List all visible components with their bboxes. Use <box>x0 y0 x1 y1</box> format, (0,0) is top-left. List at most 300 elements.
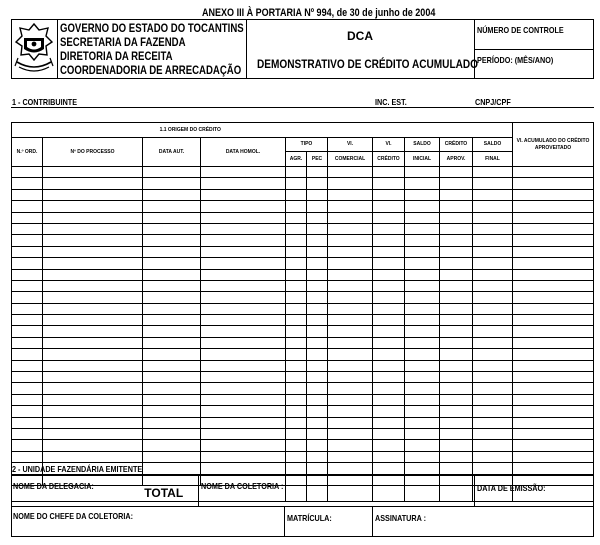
table-cell[interactable] <box>43 440 143 451</box>
table-cell[interactable] <box>373 212 405 223</box>
table-cell[interactable] <box>473 258 513 269</box>
table-cell[interactable] <box>12 212 43 223</box>
table-cell[interactable] <box>473 223 513 234</box>
table-cell[interactable] <box>143 326 201 337</box>
table-cell[interactable] <box>513 406 594 417</box>
table-cell[interactable] <box>286 383 307 394</box>
table-cell[interactable] <box>405 223 440 234</box>
table-cell[interactable] <box>43 292 143 303</box>
table-cell[interactable] <box>43 428 143 439</box>
table-cell[interactable] <box>43 315 143 326</box>
table-cell[interactable] <box>12 178 43 189</box>
table-cell[interactable] <box>513 349 594 360</box>
table-cell[interactable] <box>373 178 405 189</box>
table-cell[interactable] <box>440 372 473 383</box>
table-cell[interactable] <box>286 212 307 223</box>
table-cell[interactable] <box>201 406 286 417</box>
table-cell[interactable] <box>513 315 594 326</box>
table-cell[interactable] <box>286 167 307 178</box>
table-cell[interactable] <box>12 167 43 178</box>
table-cell[interactable] <box>201 463 286 474</box>
table-cell[interactable] <box>201 303 286 314</box>
table-cell[interactable] <box>201 394 286 405</box>
table-cell[interactable] <box>328 167 373 178</box>
table-cell[interactable] <box>405 406 440 417</box>
table-cell[interactable] <box>286 201 307 212</box>
table-cell[interactable] <box>513 223 594 234</box>
table-cell[interactable] <box>405 383 440 394</box>
table-cell[interactable] <box>201 235 286 246</box>
table-cell[interactable] <box>373 258 405 269</box>
table-cell[interactable] <box>12 189 43 200</box>
table-cell[interactable] <box>201 337 286 348</box>
table-cell[interactable] <box>307 315 328 326</box>
table-cell[interactable] <box>143 372 201 383</box>
table-cell[interactable] <box>286 394 307 405</box>
table-cell[interactable] <box>286 372 307 383</box>
table-cell[interactable] <box>405 212 440 223</box>
table-cell[interactable] <box>328 235 373 246</box>
table-cell[interactable] <box>440 292 473 303</box>
table-cell[interactable] <box>286 189 307 200</box>
table-cell[interactable] <box>405 349 440 360</box>
table-cell[interactable] <box>513 337 594 348</box>
data-emissao-field[interactable]: DATA DE EMISSÃO: <box>477 483 546 493</box>
table-cell[interactable] <box>373 337 405 348</box>
table-cell[interactable] <box>43 223 143 234</box>
table-cell[interactable] <box>440 428 473 439</box>
table-cell[interactable] <box>440 246 473 257</box>
table-cell[interactable] <box>473 303 513 314</box>
table-cell[interactable] <box>513 212 594 223</box>
table-cell[interactable] <box>143 383 201 394</box>
table-cell[interactable] <box>328 417 373 428</box>
table-cell[interactable] <box>12 451 43 462</box>
table-cell[interactable] <box>473 349 513 360</box>
table-cell[interactable] <box>373 303 405 314</box>
table-cell[interactable] <box>405 315 440 326</box>
table-cell[interactable] <box>201 417 286 428</box>
table-cell[interactable] <box>373 189 405 200</box>
table-cell[interactable] <box>143 337 201 348</box>
table-cell[interactable] <box>201 451 286 462</box>
table-cell[interactable] <box>440 280 473 291</box>
table-cell[interactable] <box>513 440 594 451</box>
table-cell[interactable] <box>12 337 43 348</box>
table-cell[interactable] <box>405 463 440 474</box>
table-cell[interactable] <box>405 303 440 314</box>
table-cell[interactable] <box>307 258 328 269</box>
table-cell[interactable] <box>143 212 201 223</box>
table-cell[interactable] <box>143 258 201 269</box>
table-cell[interactable] <box>286 235 307 246</box>
table-cell[interactable] <box>286 406 307 417</box>
table-cell[interactable] <box>328 349 373 360</box>
table-cell[interactable] <box>440 326 473 337</box>
table-cell[interactable] <box>307 201 328 212</box>
table-cell[interactable] <box>12 201 43 212</box>
table-cell[interactable] <box>143 223 201 234</box>
table-cell[interactable] <box>373 440 405 451</box>
table-cell[interactable] <box>328 360 373 371</box>
table-cell[interactable] <box>373 394 405 405</box>
table-cell[interactable] <box>201 383 286 394</box>
table-cell[interactable] <box>513 280 594 291</box>
table-cell[interactable] <box>473 360 513 371</box>
table-cell[interactable] <box>328 451 373 462</box>
table-cell[interactable] <box>440 349 473 360</box>
table-cell[interactable] <box>307 428 328 439</box>
table-cell[interactable] <box>473 417 513 428</box>
table-cell[interactable] <box>328 315 373 326</box>
table-cell[interactable] <box>12 303 43 314</box>
table-cell[interactable] <box>328 406 373 417</box>
table-cell[interactable] <box>405 189 440 200</box>
table-cell[interactable] <box>286 223 307 234</box>
table-cell[interactable] <box>201 212 286 223</box>
table-cell[interactable] <box>473 167 513 178</box>
table-cell[interactable] <box>143 201 201 212</box>
table-cell[interactable] <box>440 406 473 417</box>
table-cell[interactable] <box>513 303 594 314</box>
table-cell[interactable] <box>373 235 405 246</box>
table-cell[interactable] <box>43 349 143 360</box>
table-cell[interactable] <box>201 315 286 326</box>
assinatura-field[interactable]: ASSINATURA : <box>375 513 426 523</box>
table-cell[interactable] <box>307 292 328 303</box>
table-cell[interactable] <box>405 326 440 337</box>
table-cell[interactable] <box>373 292 405 303</box>
delegacia-field[interactable]: NOME DA DELEGACIA: <box>13 481 94 491</box>
table-cell[interactable] <box>373 428 405 439</box>
table-cell[interactable] <box>12 440 43 451</box>
table-cell[interactable] <box>143 269 201 280</box>
table-cell[interactable] <box>513 178 594 189</box>
table-cell[interactable] <box>12 235 43 246</box>
table-cell[interactable] <box>513 372 594 383</box>
table-cell[interactable] <box>373 315 405 326</box>
table-cell[interactable] <box>373 463 405 474</box>
table-cell[interactable] <box>440 212 473 223</box>
table-cell[interactable] <box>286 246 307 257</box>
table-cell[interactable] <box>440 383 473 394</box>
table-cell[interactable] <box>12 360 43 371</box>
table-cell[interactable] <box>473 246 513 257</box>
table-cell[interactable] <box>328 178 373 189</box>
table-cell[interactable] <box>473 292 513 303</box>
table-cell[interactable] <box>405 372 440 383</box>
table-cell[interactable] <box>43 383 143 394</box>
table-cell[interactable] <box>328 372 373 383</box>
table-cell[interactable] <box>43 372 143 383</box>
table-cell[interactable] <box>307 269 328 280</box>
table-cell[interactable] <box>473 212 513 223</box>
table-cell[interactable] <box>473 269 513 280</box>
table-cell[interactable] <box>143 178 201 189</box>
table-cell[interactable] <box>328 292 373 303</box>
table-cell[interactable] <box>143 303 201 314</box>
table-cell[interactable] <box>201 428 286 439</box>
table-cell[interactable] <box>307 349 328 360</box>
table-cell[interactable] <box>286 178 307 189</box>
table-cell[interactable] <box>43 451 143 462</box>
table-cell[interactable] <box>373 201 405 212</box>
table-cell[interactable] <box>440 235 473 246</box>
table-cell[interactable] <box>405 451 440 462</box>
table-cell[interactable] <box>440 394 473 405</box>
table-cell[interactable] <box>513 269 594 280</box>
table-cell[interactable] <box>440 360 473 371</box>
table-cell[interactable] <box>12 428 43 439</box>
table-cell[interactable] <box>286 269 307 280</box>
table-cell[interactable] <box>201 246 286 257</box>
table-cell[interactable] <box>286 349 307 360</box>
table-cell[interactable] <box>328 212 373 223</box>
table-cell[interactable] <box>513 189 594 200</box>
table-cell[interactable] <box>286 451 307 462</box>
table-cell[interactable] <box>143 360 201 371</box>
table-cell[interactable] <box>473 326 513 337</box>
table-cell[interactable] <box>440 167 473 178</box>
table-cell[interactable] <box>440 189 473 200</box>
table-cell[interactable] <box>440 417 473 428</box>
table-cell[interactable] <box>513 201 594 212</box>
table-cell[interactable] <box>440 303 473 314</box>
table-cell[interactable] <box>440 463 473 474</box>
table-cell[interactable] <box>307 280 328 291</box>
table-cell[interactable] <box>143 349 201 360</box>
table-cell[interactable] <box>12 223 43 234</box>
table-cell[interactable] <box>307 337 328 348</box>
table-cell[interactable] <box>405 292 440 303</box>
table-cell[interactable] <box>473 178 513 189</box>
table-cell[interactable] <box>43 201 143 212</box>
table-cell[interactable] <box>328 269 373 280</box>
table-cell[interactable] <box>201 440 286 451</box>
table-cell[interactable] <box>307 463 328 474</box>
coletoria-field[interactable]: NOME DA COLETORIA : <box>201 481 284 491</box>
table-cell[interactable] <box>513 383 594 394</box>
table-cell[interactable] <box>405 394 440 405</box>
table-cell[interactable] <box>440 451 473 462</box>
table-cell[interactable] <box>43 406 143 417</box>
table-cell[interactable] <box>12 280 43 291</box>
table-cell[interactable] <box>43 337 143 348</box>
table-cell[interactable] <box>307 383 328 394</box>
table-cell[interactable] <box>286 440 307 451</box>
table-cell[interactable] <box>201 292 286 303</box>
table-cell[interactable] <box>143 451 201 462</box>
table-cell[interactable] <box>12 315 43 326</box>
table-cell[interactable] <box>513 428 594 439</box>
table-cell[interactable] <box>473 406 513 417</box>
table-cell[interactable] <box>307 417 328 428</box>
table-cell[interactable] <box>12 372 43 383</box>
table-cell[interactable] <box>440 315 473 326</box>
table-cell[interactable] <box>328 394 373 405</box>
table-cell[interactable] <box>373 360 405 371</box>
table-cell[interactable] <box>473 372 513 383</box>
table-cell[interactable] <box>328 223 373 234</box>
table-cell[interactable] <box>307 440 328 451</box>
table-cell[interactable] <box>405 428 440 439</box>
table-cell[interactable] <box>373 269 405 280</box>
table-cell[interactable] <box>405 178 440 189</box>
table-cell[interactable] <box>12 417 43 428</box>
table-cell[interactable] <box>440 178 473 189</box>
table-cell[interactable] <box>328 440 373 451</box>
table-cell[interactable] <box>328 326 373 337</box>
table-cell[interactable] <box>328 280 373 291</box>
table-cell[interactable] <box>286 315 307 326</box>
table-cell[interactable] <box>143 463 201 474</box>
table-cell[interactable] <box>201 258 286 269</box>
table-cell[interactable] <box>440 258 473 269</box>
table-cell[interactable] <box>473 383 513 394</box>
table-cell[interactable] <box>373 326 405 337</box>
table-cell[interactable] <box>513 394 594 405</box>
table-cell[interactable] <box>373 223 405 234</box>
table-cell[interactable] <box>328 303 373 314</box>
table-cell[interactable] <box>43 394 143 405</box>
table-cell[interactable] <box>440 201 473 212</box>
table-cell[interactable] <box>513 417 594 428</box>
table-cell[interactable] <box>473 280 513 291</box>
table-cell[interactable] <box>405 235 440 246</box>
table-cell[interactable] <box>405 360 440 371</box>
table-cell[interactable] <box>286 258 307 269</box>
table-cell[interactable] <box>513 360 594 371</box>
table-cell[interactable] <box>307 223 328 234</box>
table-cell[interactable] <box>43 246 143 257</box>
table-cell[interactable] <box>12 394 43 405</box>
table-cell[interactable] <box>307 406 328 417</box>
table-cell[interactable] <box>43 303 143 314</box>
table-cell[interactable] <box>143 189 201 200</box>
table-cell[interactable] <box>373 167 405 178</box>
table-cell[interactable] <box>201 223 286 234</box>
table-cell[interactable] <box>513 326 594 337</box>
table-cell[interactable] <box>201 326 286 337</box>
table-cell[interactable] <box>286 428 307 439</box>
table-cell[interactable] <box>473 394 513 405</box>
table-cell[interactable] <box>43 269 143 280</box>
table-cell[interactable] <box>143 246 201 257</box>
table-cell[interactable] <box>473 235 513 246</box>
table-cell[interactable] <box>513 451 594 462</box>
table-cell[interactable] <box>440 269 473 280</box>
table-cell[interactable] <box>373 406 405 417</box>
table-cell[interactable] <box>143 315 201 326</box>
table-cell[interactable] <box>307 212 328 223</box>
table-cell[interactable] <box>286 326 307 337</box>
table-cell[interactable] <box>143 440 201 451</box>
table-cell[interactable] <box>328 246 373 257</box>
table-cell[interactable] <box>143 428 201 439</box>
table-cell[interactable] <box>440 337 473 348</box>
table-cell[interactable] <box>12 269 43 280</box>
table-cell[interactable] <box>440 440 473 451</box>
table-cell[interactable] <box>286 337 307 348</box>
table-cell[interactable] <box>307 178 328 189</box>
table-cell[interactable] <box>143 280 201 291</box>
table-cell[interactable] <box>12 383 43 394</box>
table-cell[interactable] <box>473 337 513 348</box>
table-cell[interactable] <box>307 235 328 246</box>
chefe-coletoria-field[interactable]: NOME DO CHEFE DA COLETORIA: <box>13 511 134 521</box>
table-cell[interactable] <box>373 417 405 428</box>
table-cell[interactable] <box>307 372 328 383</box>
table-cell[interactable] <box>12 349 43 360</box>
table-cell[interactable] <box>12 292 43 303</box>
table-cell[interactable] <box>328 258 373 269</box>
matricula-field[interactable]: MATRÍCULA: <box>287 513 332 523</box>
table-cell[interactable] <box>286 360 307 371</box>
table-cell[interactable] <box>43 417 143 428</box>
table-cell[interactable] <box>43 178 143 189</box>
table-cell[interactable] <box>201 349 286 360</box>
table-cell[interactable] <box>405 167 440 178</box>
table-cell[interactable] <box>405 440 440 451</box>
table-cell[interactable] <box>405 269 440 280</box>
table-cell[interactable] <box>286 303 307 314</box>
table-cell[interactable] <box>405 246 440 257</box>
table-cell[interactable] <box>12 246 43 257</box>
table-cell[interactable] <box>373 451 405 462</box>
table-cell[interactable] <box>143 235 201 246</box>
table-cell[interactable] <box>307 394 328 405</box>
table-cell[interactable] <box>43 258 143 269</box>
table-cell[interactable] <box>513 246 594 257</box>
table-cell[interactable] <box>12 258 43 269</box>
table-cell[interactable] <box>473 463 513 474</box>
table-cell[interactable] <box>43 235 143 246</box>
table-cell[interactable] <box>43 212 143 223</box>
table-cell[interactable] <box>373 280 405 291</box>
table-cell[interactable] <box>513 235 594 246</box>
table-cell[interactable] <box>143 394 201 405</box>
table-cell[interactable] <box>143 292 201 303</box>
table-cell[interactable] <box>373 246 405 257</box>
table-cell[interactable] <box>405 417 440 428</box>
table-cell[interactable] <box>43 360 143 371</box>
table-cell[interactable] <box>43 326 143 337</box>
table-cell[interactable] <box>328 201 373 212</box>
table-cell[interactable] <box>286 292 307 303</box>
table-cell[interactable] <box>513 463 594 474</box>
table-cell[interactable] <box>201 280 286 291</box>
table-cell[interactable] <box>143 417 201 428</box>
table-cell[interactable] <box>307 246 328 257</box>
table-cell[interactable] <box>513 167 594 178</box>
table-cell[interactable] <box>43 280 143 291</box>
table-cell[interactable] <box>373 383 405 394</box>
table-cell[interactable] <box>286 417 307 428</box>
table-cell[interactable] <box>143 406 201 417</box>
table-cell[interactable] <box>201 201 286 212</box>
table-cell[interactable] <box>307 303 328 314</box>
table-cell[interactable] <box>405 280 440 291</box>
table-cell[interactable] <box>307 167 328 178</box>
table-cell[interactable] <box>328 383 373 394</box>
table-cell[interactable] <box>201 360 286 371</box>
table-cell[interactable] <box>373 349 405 360</box>
table-cell[interactable] <box>328 189 373 200</box>
table-cell[interactable] <box>373 372 405 383</box>
table-cell[interactable] <box>328 428 373 439</box>
table-cell[interactable] <box>12 326 43 337</box>
table-cell[interactable] <box>143 167 201 178</box>
